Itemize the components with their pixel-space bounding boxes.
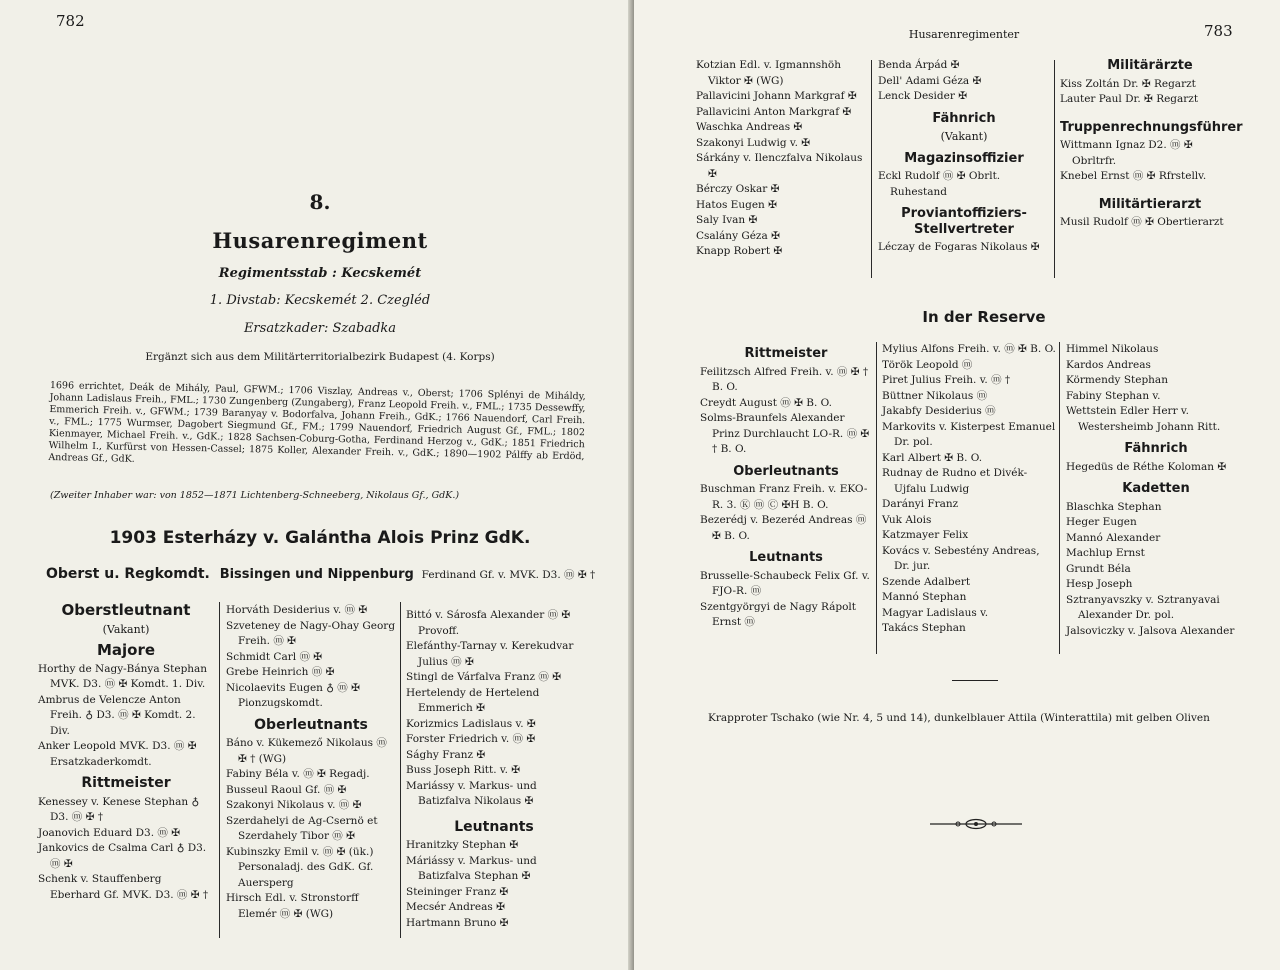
short-rule [952,680,998,681]
reserve-fahnrich-list [1066,460,1246,476]
list-item: Hertelendy de Hertelend Emmerich ✠ [406,686,540,714]
reserve-column-2 [882,342,1056,637]
list-item: Joanovich Eduard D3. ⓜ ✠ [38,826,181,839]
list-item: Kardos Andreas [1066,358,1151,371]
left-column-2 [226,603,396,922]
list-item: Hirsch Edl. v. Stronstorff Elemér ⓜ ✠ (WG) [226,892,359,920]
column-divider [1054,60,1055,278]
right-top-column-2 [878,58,1050,256]
list-item: Anker Leopold MVK. D3. ⓜ ✠ Ersatzkaderkomdt. [38,740,197,768]
list-item: Grebe Heinrich ⓜ ✠ [226,666,335,678]
list-item: Hesp Joseph [1066,578,1133,590]
list-item: Horthy de Nagy-Bánya Stephan MVK. D3. ⓜ ✠ Komdt. 1. Div. [38,662,208,690]
oberst-label: Oberst u. Regkomdt. [46,566,210,582]
list-item: Kenessey v. Kenese Stephan ♁ D3. ⓜ ✠ † [38,795,200,823]
column-divider [1059,342,1060,654]
leutnants-list [406,838,582,931]
column-divider [400,602,401,938]
inhaber-line: 1903 Esterházy v. Galántha Alois Prinz GdK. [109,528,531,548]
regimentsstab: Regimentsstab : Kecskemét [218,266,422,281]
heading-militararzte: Militärärzte [1107,58,1193,73]
list-item: Sztranyavszky v. Sztranyavai Alexander Dr. pol. [1066,593,1220,621]
list-item: Nicolaevits Eugen ♁ ⓜ ✠ Pionzugskomdt. [226,681,360,709]
list-item: Waschka Andreas ✠ [696,121,803,133]
running-head: Husarenregimenter [908,28,1020,41]
column-divider [871,60,872,278]
heading-reserve-rittmeister: Rittmeister [744,346,828,361]
list-item: Török Leopold ⓜ [882,358,973,371]
list-item: Rudnay de Rudno et Divék-Ujfalu Ludwig [882,467,1028,495]
list-item: Eckl Rudolf ⓜ ✠ Obrlt. Ruhestand [878,170,1001,198]
list-item: Wittmann Ignaz D2. ⓜ ✠ Obrltrfr. [1060,139,1193,167]
heading-fahnrich: Fähnrich [932,110,996,126]
list-item: Pallavicini Anton Markgraf ✠ [696,105,852,118]
oberst-rest: Ferdinand Gf. v. MVK. D3. ⓜ ✠ † [421,569,596,581]
list-item: Solms-Braunfels Alexander Prinz Durchlaucht LO-R. ⓜ ✠ † B. O. [700,412,870,455]
list-item: Körmendy Stephan [1066,374,1168,386]
list-item: Mannó Alexander [1066,531,1161,544]
militararzte-list [1060,77,1240,108]
list-item: Mannó Stephan [882,591,967,603]
list-item: Creydt August ⓜ ✠ B. O. [700,396,832,409]
list-item: Wettstein Edler Herr v. Westersheimb Johann Ritt. [1066,405,1221,433]
heading-leutnants: Leutnants [454,818,534,835]
reserve-col3-list [1066,342,1246,435]
list-item: Grundt Béla [1066,562,1131,575]
list-item: Csalány Géza ✠ [696,229,780,242]
heading-proviantoffizier: Proviantoffiziers-Stellvertreter [901,206,1027,237]
list-item: Heger Eugen [1066,516,1137,528]
fahnrich-vakant: (Vakant) [940,130,988,143]
regiment-history: 1696 errichtet, Deák de Mihály, Paul, GFWM.; 1706 Viszlay, Andreas v., Oberst; 1706 Splényi de Miháldy, Johann Ladislaus Freih., FML.; 1730 Zungenberg (Zungaberg), Franz Leopold Freih. v., FML.; 1735 Dessewffy, Emmerich Freih. v., GFWM.; 1739 Baranyay v. Bodorfalva, Johann Freih., GdK.; 1766 Nauendorf, Carl Freih. v., FML.; 1775 Wurmser, Dagobert Siegmund Gf., FM.; 1799 Nauendorf, Friedrich August Gf., FML.; 1802 Kienmayer, Michael Freih. v., GdK.; 1828 Sachsen-Coburg-Gotha, Ferdinand Herzog v., GdK.; 1851 Friedrich Wilhelm I., Kurfürst von Hessen-Cassel; 1875 Koller, Alexander Freih. v., GdK.; 1890—1902 Pálffy ab Erdöd, Andreas Gf., GdK. [48,380,586,465]
list-item: Katzmayer Felix [882,529,969,541]
list-item: Hranitzky Stephan ✠ [406,839,519,851]
truppen-list [1060,138,1240,185]
erganzt-line: Ergänzt sich aus dem Militärterritorialbezirk Budapest (4. Korps) [145,351,495,363]
list-item: Máriássy v. Markus- und Batizfalva Stephan ✠ [406,854,537,882]
column-divider [876,342,877,654]
heading-reserve-oberleutnants: Oberleutnants [733,463,839,479]
list-item: Jankovics de Csalma Carl ♁ D3. ⓜ ✠ [38,842,207,870]
list-item: Stingl de Várfalva Franz ⓜ ✠ [406,671,561,683]
list-item: Korizmics Ladislaus v. ✠ [406,717,536,730]
list-item: Mariássy v. Markus- und Batizfalva Nikolaus ✠ [406,779,537,807]
right-top-column-1 [696,58,866,260]
col2-top-list [226,603,396,712]
heading-reserve-fahnrich: Fähnrich [1124,441,1188,456]
list-item: Szende Adalbert [882,575,971,588]
right-top-column-3 [1060,52,1243,231]
list-item: Bezerédj v. Bezeréd Andreas ⓜ ✠ B. O. [700,514,867,542]
list-item: Buschman Franz Freih. v. EKO-R. 3. Ⓚ ⓜ Ⓒ ✠H B. O. [700,483,868,511]
list-item: Magyar Ladislaus v. [882,606,989,619]
list-item: Kiss Zoltán Dr. ✠ Regarzt [1060,77,1196,90]
uniform-description: Krapproter Tschako (wie Nr. 4, 5 und 14), dunkelblauer Attila (Winterattila) mit gelben Oliven [708,712,1210,724]
heading-magazinsoffizier: Magazinsoffizier [904,150,1024,166]
list-item: Sághy Franz ✠ [406,748,486,761]
left-page [0,0,634,970]
list-item: Markovits v. Kisterpest Emanuel Dr. pol. [882,420,1056,448]
list-item: Piret Julius Freih. v. ⓜ † [882,374,1011,386]
kadetten-list [1066,500,1246,640]
ersatzkader: Ersatzkader: Szabadka [243,321,397,336]
list-item: Kotzian Edl. v. Igmannshöh Viktor ✠ (WG) [696,59,841,87]
list-item: Hartmann Bruno ✠ [406,916,509,929]
list-item: Takács Stephan [882,622,966,634]
list-item: Kovács v. Sebestény Andreas, Dr. jur. [882,544,1040,572]
magazin-list [878,169,1050,200]
list-item: Musil Rudolf ⓜ ✠ Obertierarzt [1060,216,1224,228]
col3-top-list [406,608,582,810]
reserve-rittmeister-list [700,365,872,458]
list-item: Schmidt Carl ⓜ ✠ [226,650,323,663]
regiment-title: Husarenregiment [212,228,428,253]
list-item: Jalsoviczky v. Jalsova Alexander [1066,624,1235,637]
ornament-divider [930,816,1022,830]
list-item: Léczay de Fogaras Nikolaus ✠ [878,241,1040,253]
leutnants-continued-list [696,58,866,260]
heading-reserve-leutnants: Leutnants [749,550,823,565]
list-item: Machlup Ernst [1066,547,1145,559]
rittmeister-list [38,795,214,904]
list-item: Knebel Ernst ⓜ ✠ Rfrstellv. [1060,170,1207,182]
heading-majore: Majore [96,641,156,659]
oberstleutnant-vakant: (Vakant) [102,622,150,636]
regiment-number: 8. [309,190,331,214]
list-item: Schenk v. Stauffenberg Eberhard Gf. MVK. D3. ⓜ ✠ † [38,873,209,901]
list-item: Saly Ivan ✠ [696,214,758,226]
list-item: Vuk Alois [882,513,932,526]
heading-truppenrechnungsfuhrer: Truppenrechnungsführer [1060,119,1243,135]
heading-rittmeister: Rittmeister [81,775,171,791]
list-item: Szakonyi Ludwig v. ✠ [696,136,811,149]
reserve-column-3 [1066,342,1246,639]
list-item: Hegedüs de Réthe Koloman ✠ [1066,460,1227,473]
reserve-oberleutnants-list [700,482,872,544]
list-item: Mylius Alfons Freih. v. ⓜ ✠ B. O. [882,343,1056,355]
list-item: Fabiny Stephan v. [1066,389,1161,402]
list-item: Forster Friedrich v. ⓜ ✠ [406,733,536,745]
list-item: Büttner Nikolaus ⓜ [882,389,988,402]
list-item: Buss Joseph Ritt. v. ✠ [406,764,521,776]
list-item: Darányi Franz [882,498,959,510]
list-item: Kubinszky Emil v. ⓜ ✠ (ük.) Personaladj. des GdK. Gf. Auersperg [226,845,374,889]
left-column-3 [406,608,582,931]
col2-entries-list [878,58,1050,105]
heading-militartierarzt: Militärtierarzt [1098,196,1202,212]
list-item: Hatos Eugen ✠ [696,198,777,211]
heading-kadetten: Kadetten [1122,481,1190,496]
list-item: Jakabfy Desiderius ⓜ [882,405,996,417]
list-item: Himmel Nikolaus [1066,343,1159,355]
list-item: Blaschka Stephan [1066,500,1162,513]
tierarzt-list [1060,215,1240,231]
list-item: Szveteney de Nagy-Ohay Georg Freih. ⓜ ✠ [226,619,396,647]
list-item: Steininger Franz ✠ [406,885,509,898]
list-item: Báno v. Kükemező Nikolaus ⓜ ✠ † (WG) [226,737,387,765]
heading-oberleutnants: Oberleutnants [254,716,368,733]
list-item: Bérczy Oskar ✠ [696,183,780,195]
list-item: Busseul Raoul Gf. ⓜ ✠ [226,783,347,796]
list-item: Szakonyi Nikolaus v. ⓜ ✠ [226,799,362,811]
list-item: Brusselle-Schaubeck Felix Gf. v. FJO-R. ⓜ [700,569,870,597]
column-divider [219,602,220,938]
list-item: Feilitzsch Alfred Freih. v. ⓜ ✠ † B. O. [700,365,869,393]
reserve-col2-list [882,342,1056,637]
reserve-column-1 [700,340,872,631]
list-item: Lauter Paul Dr. ✠ Regarzt [1060,93,1199,105]
list-item: Dell' Adami Géza ✠ [878,74,982,87]
list-item: Karl Albert ✠ B. O. [882,451,983,464]
list-item: Szerdahelyi de Ag-Csernö et Szerdahely Tibor ⓜ ✠ [226,814,378,842]
list-item: Szentgyörgyi de Nagy Rápolt Ernst ⓜ [700,600,857,628]
list-item: Bittó v. Sárosfa Alexander ⓜ ✠ Provoff. [406,609,571,637]
list-item: Mecsér Andreas ✠ [406,901,505,913]
right-page [634,0,1280,970]
oberleutnants-list [226,736,396,922]
divisionsstab: 1. Divstab: Kecskemét 2. Czegléd [209,293,431,308]
heading-oberstleutnant: Oberstleutnant [61,601,191,619]
reserve-title: In der Reserve [922,308,1046,326]
page-number-left: 782 [56,12,85,30]
list-item: Horváth Desiderius v. ⓜ ✠ [226,604,368,616]
list-item: Benda Árpád ✠ [878,59,960,71]
oberst-name: Bissingen und Nippenburg [219,567,414,582]
reserve-leutnants-list [700,569,872,631]
list-item: Knapp Robert ✠ [696,245,783,257]
list-item: Fabiny Béla v. ⓜ ✠ Regadj. [226,768,370,780]
zweiter-inhaber: (Zweiter Inhaber war: von 1852—1871 Lichtenberg-Schneeberg, Nikolaus Gf., GdK.) [50,490,460,501]
proviant-list [878,240,1050,256]
list-item: Ambrus de Velencze Anton Freih. ♁ D3. ⓜ ✠ Komdt. 2. Div. [38,693,196,737]
list-item: Sárkány v. Ilenczfalva Nikolaus ✠ [696,152,863,180]
left-column-1 [38,597,214,903]
list-item: Lenck Desider ✠ [878,90,967,102]
oberst-line [46,566,606,582]
majore-list [38,662,214,771]
list-item: Elefánthy-Tarnay v. Kerekudvar Julius ⓜ ✠ [406,640,574,668]
page-number-right: 783 [1204,22,1233,40]
list-item: Pallavicini Johann Markgraf ✠ [696,90,857,102]
